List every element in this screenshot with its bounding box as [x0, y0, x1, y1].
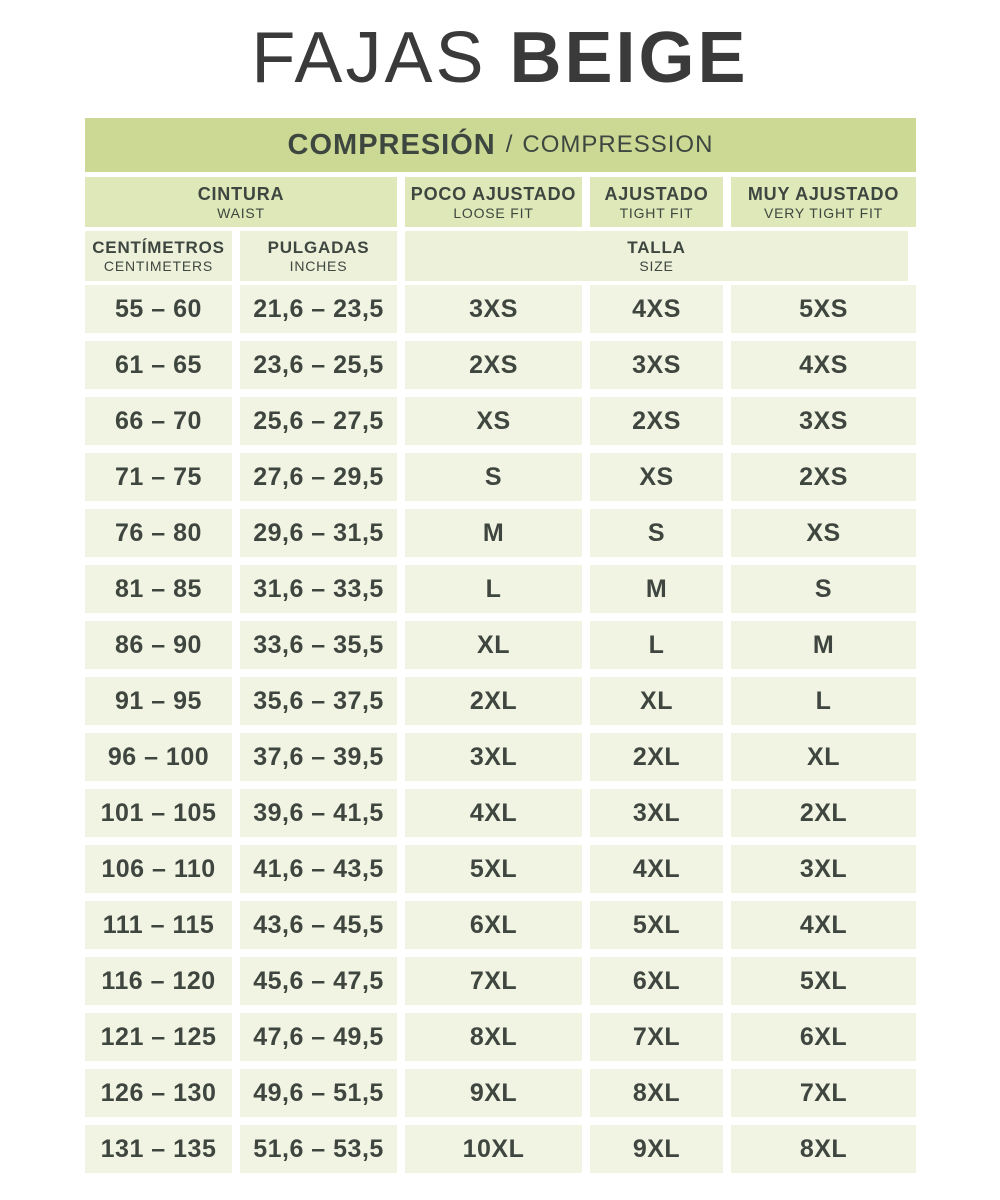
loose-fit-size-cell: M: [405, 509, 582, 557]
centimeters-header-cell: [85, 231, 232, 281]
very-tight-fit-size-cell: 3XL: [731, 845, 916, 893]
loose-fit-size-cell: 3XL: [405, 733, 582, 781]
inches-range-cell: 51,6 – 53,5: [240, 1125, 397, 1173]
loose-fit-label-es: POCO AJUSTADO: [410, 183, 577, 204]
cm-range-cell: 66 – 70: [85, 397, 232, 445]
tight-fit-size-cell: 9XL: [590, 1125, 723, 1173]
tight-fit-size-cell: XL: [590, 677, 723, 725]
cm-range-cell: 111 – 115: [85, 901, 232, 949]
inches-label-es: PULGADAS: [267, 238, 370, 257]
unit-header-row: [85, 231, 916, 281]
very-tight-fit-size-cell: XS: [731, 509, 916, 557]
tight-fit-size-cell: 3XL: [590, 789, 723, 837]
very-tight-fit-size-cell: 5XS: [731, 285, 916, 333]
loose-fit-size-cell: S: [405, 453, 582, 501]
cm-range-cell: 96 – 100: [85, 733, 232, 781]
tight-fit-size-cell: 2XS: [590, 397, 723, 445]
size-label-en: SIZE: [639, 258, 674, 274]
tight-fit-size-cell: 7XL: [590, 1013, 723, 1061]
very-tight-fit-size-cell: 4XS: [731, 341, 916, 389]
title-color-name: BEIGE: [509, 18, 749, 98]
tight-fit-size-cell: 2XL: [590, 733, 723, 781]
cm-range-cell: 121 – 125: [85, 1013, 232, 1061]
loose-fit-size-cell: 7XL: [405, 957, 582, 1005]
tight-fit-label-es: AJUSTADO: [604, 183, 709, 204]
inches-range-cell: 49,6 – 51,5: [240, 1069, 397, 1117]
cm-range-cell: 91 – 95: [85, 677, 232, 725]
size-chart-table: [85, 118, 916, 1173]
inches-range-cell: 43,6 – 45,5: [240, 901, 397, 949]
tight-fit-size-cell: 4XS: [590, 285, 723, 333]
compression-label-es: COMPRESIÓN: [287, 128, 496, 161]
cm-range-cell: 76 – 80: [85, 509, 232, 557]
centimeters-label-en: CENTIMETERS: [103, 258, 214, 274]
loose-fit-size-cell: XS: [405, 397, 582, 445]
inches-range-cell: 21,6 – 23,5: [240, 285, 397, 333]
tight-fit-size-cell: 5XL: [590, 901, 723, 949]
waist-label-es: CINTURA: [197, 183, 285, 204]
very-tight-fit-size-cell: 8XL: [731, 1125, 916, 1173]
inches-range-cell: 33,6 – 35,5: [240, 621, 397, 669]
waist-label-en: WAIST: [217, 204, 265, 221]
very-tight-fit-size-cell: 5XL: [731, 957, 916, 1005]
loose-fit-size-cell: 4XL: [405, 789, 582, 837]
inches-range-cell: 47,6 – 49,5: [240, 1013, 397, 1061]
inches-range-cell: 37,6 – 39,5: [240, 733, 397, 781]
inches-range-cell: 39,6 – 41,5: [240, 789, 397, 837]
very-tight-fit-size-cell: 7XL: [731, 1069, 916, 1117]
tight-fit-size-cell: L: [590, 621, 723, 669]
loose-fit-size-cell: L: [405, 565, 582, 613]
cm-range-cell: 131 – 135: [85, 1125, 232, 1173]
tight-fit-size-cell: 4XL: [590, 845, 723, 893]
loose-fit-size-cell: 10XL: [405, 1125, 582, 1173]
very-tight-fit-size-cell: L: [731, 677, 916, 725]
very-tight-fit-size-cell: 2XL: [731, 789, 916, 837]
size-header-cell: [405, 231, 908, 281]
very-tight-fit-header-cell: [731, 177, 916, 227]
tight-fit-size-cell: S: [590, 509, 723, 557]
loose-fit-size-cell: 3XS: [405, 285, 582, 333]
waist-header-cell: [85, 177, 397, 227]
cm-range-cell: 106 – 110: [85, 845, 232, 893]
cm-range-cell: 55 – 60: [85, 285, 232, 333]
loose-fit-size-cell: 2XS: [405, 341, 582, 389]
tight-fit-size-cell: M: [590, 565, 723, 613]
size-label-es: TALLA: [627, 238, 686, 257]
inches-range-cell: 29,6 – 31,5: [240, 509, 397, 557]
cm-range-cell: 126 – 130: [85, 1069, 232, 1117]
compression-label-en: COMPRESSION: [522, 131, 714, 158]
tight-fit-label-en: TIGHT FIT: [619, 204, 694, 221]
inches-range-cell: 35,6 – 37,5: [240, 677, 397, 725]
very-tight-fit-size-cell: S: [731, 565, 916, 613]
very-tight-fit-size-cell: 4XL: [731, 901, 916, 949]
compression-header-band: [85, 118, 916, 172]
loose-fit-size-cell: 8XL: [405, 1013, 582, 1061]
cm-range-cell: 81 – 85: [85, 565, 232, 613]
cm-range-cell: 61 – 65: [85, 341, 232, 389]
very-tight-fit-size-cell: M: [731, 621, 916, 669]
inches-range-cell: 41,6 – 43,5: [240, 845, 397, 893]
tight-fit-size-cell: 6XL: [590, 957, 723, 1005]
very-tight-fit-label-es: MUY AJUSTADO: [747, 183, 900, 204]
inches-range-cell: 23,6 – 25,5: [240, 341, 397, 389]
inches-range-cell: 25,6 – 27,5: [240, 397, 397, 445]
loose-fit-size-cell: 2XL: [405, 677, 582, 725]
cm-range-cell: 116 – 120: [85, 957, 232, 1005]
loose-fit-header-cell: [405, 177, 582, 227]
cm-range-cell: 101 – 105: [85, 789, 232, 837]
title-brand: FAJAS: [251, 18, 487, 98]
inches-range-cell: 27,6 – 29,5: [240, 453, 397, 501]
loose-fit-size-cell: XL: [405, 621, 582, 669]
fit-header-row: [85, 177, 916, 227]
size-table-body: [85, 285, 916, 1173]
loose-fit-label-en: LOOSE FIT: [453, 204, 534, 221]
compression-separator: /: [505, 131, 513, 158]
cm-range-cell: 71 – 75: [85, 453, 232, 501]
inches-header-cell: [240, 231, 397, 281]
very-tight-fit-size-cell: 2XS: [731, 453, 916, 501]
inches-label-en: INCHES: [289, 258, 348, 274]
loose-fit-size-cell: 6XL: [405, 901, 582, 949]
page-title: [0, 12, 1000, 104]
loose-fit-size-cell: 9XL: [405, 1069, 582, 1117]
centimeters-label-es: CENTÍMETROS: [92, 238, 225, 257]
tight-fit-header-cell: [590, 177, 723, 227]
inches-range-cell: 45,6 – 47,5: [240, 957, 397, 1005]
tight-fit-size-cell: XS: [590, 453, 723, 501]
cm-range-cell: 86 – 90: [85, 621, 232, 669]
very-tight-fit-size-cell: 3XS: [731, 397, 916, 445]
very-tight-fit-label-en: VERY TIGHT FIT: [763, 204, 884, 221]
very-tight-fit-size-cell: 6XL: [731, 1013, 916, 1061]
inches-range-cell: 31,6 – 33,5: [240, 565, 397, 613]
very-tight-fit-size-cell: XL: [731, 733, 916, 781]
tight-fit-size-cell: 8XL: [590, 1069, 723, 1117]
loose-fit-size-cell: 5XL: [405, 845, 582, 893]
tight-fit-size-cell: 3XS: [590, 341, 723, 389]
